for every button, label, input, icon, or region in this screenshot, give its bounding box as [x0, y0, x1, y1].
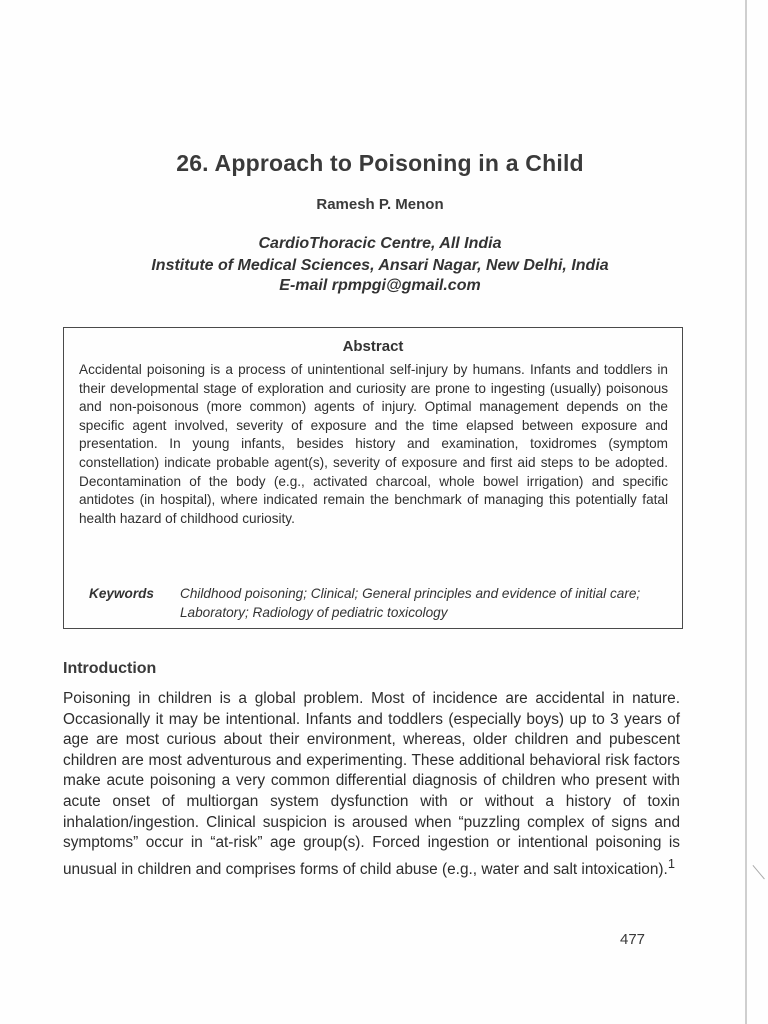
keywords-label: Keywords [89, 586, 154, 601]
footnote-ref: 1 [667, 855, 675, 871]
abstract-body: Accidental poisoning is a process of unintentional self-injury by humans. Infants and toddlers in their developmental stage of exploration and curiosity are prone to ingesting (usually) poisonous and non-poisonous (more common) agents of injury. Optimal management depends on the specific agent involved, severity of exposure and the time elapsed between exposure and presentation. In young infants, besides history and examination, toxidromes (symptom constellation) indicate probable agent(s), severity of exposure and first aid steps to be adopted. Decontamination of the body (e.g., activated charcoal, whole bowel irrigation) and specific antidotes (in hospital), where indicated remain the benchmark of managing this potentially fatal health hazard of childhood curiosity. [79, 362, 668, 526]
chapter-title: 26. Approach to Poisoning in a Child [176, 150, 584, 176]
page-number: 477 [620, 931, 646, 948]
introduction-text: Poisoning in children is a global problem. Most of incidence are accidental in nature. Occasionally it may be intentional. Infants and toddlers (especially boys) up to 3 years of age are most curious about their environment, whereas, older children and pubescent children are most adventurous and experimenting. These additional behavioral risk factors make acute poisoning a very common differential diagnosis of children who present with acute onset of multiorgan system dysfunction with or without a history of toxin inhalation/ingestion. Clinical suspicion is aroused when “puzzling complex of signs and symptoms” occur in “at-risk” age group(s). Forced ingestion or intentional poisoning is unusual in children and comprises forms of child abuse (e.g., water and salt intoxication). [63, 690, 680, 878]
abstract-heading: Abstract [342, 338, 404, 355]
page-edge-line [745, 0, 747, 1024]
affiliation-line-1: CardioThoracic Centre, All India [258, 235, 502, 252]
scan-mark [753, 859, 768, 880]
abstract-box [63, 327, 683, 629]
affiliation-line-2: Institute of Medical Sciences, Ansari Nagar, New Delhi, India [151, 257, 609, 274]
keywords-text: Childhood poisoning; Clinical; General principles and evidence of initial care; Laboratory; Radiology of pediatric toxicology [180, 586, 641, 620]
author-email: E-mail rpmpgi@gmail.com [279, 277, 481, 294]
author-name: Ramesh P. Menon [316, 196, 444, 213]
introduction-heading: Introduction [63, 660, 157, 677]
introduction-body [63, 689, 680, 880]
